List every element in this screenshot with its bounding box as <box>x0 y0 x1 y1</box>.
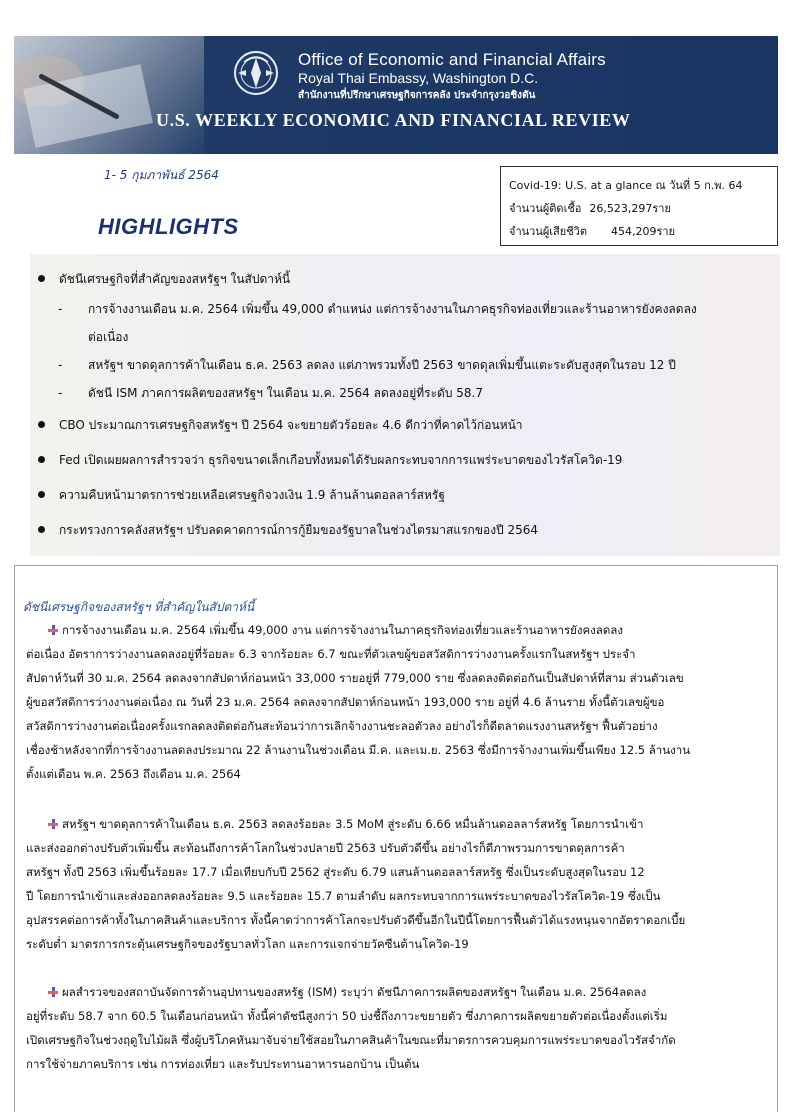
covid-cases-row <box>509 197 769 220</box>
paragraph-ism: ผลสำรวจของสถาบันจัดการด้านอุปทานของสหรัฐ (ISM) ระบุว่า ดัชนีภาคการผลิตของสหรัฐฯ ในเดือน ม.ค. 2564ลดลง อยู่ที่ระดับ 58.7 จาก 60.5 ในเดือนก่อนหน้า ทั้งนี้ค่าดัชนีสูงกว่า 50 บ่งชี้ถึงภาวะขยายตัว ซึ่งภาคการผลิตขยายตัวต่อเนื่องตั้งแต่เริ่ม เปิดเศรษฐกิจในช่วงฤดูใบไม้ผลิ ซึ่งผู้บริโภคหันมาจับจ่ายใช้สอยในภาคสินค้าในขณะที่มาตรการควบคุมการแพร่ระบาดของไวรัสจำกัด การใช้จ่ายภาคบริการ เช่น การท่องเที่ยว และรับประทานอาหารนอกบ้าน เป็นต้น <box>26 985 676 1071</box>
covid-title: Covid-19: U.S. at a glance ณ วันที่ 5 ก.พ. 64 <box>509 179 743 192</box>
highlight-item: ดัชนีเศรษฐกิจที่สำคัญของสหรัฐฯ ในสัปดาห์นี้ <box>38 270 290 289</box>
paragraph-trade-deficit: สหรัฐฯ ขาดดุลการค้าในเดือน ธ.ค. 2563 ลดลงร้อยละ 3.5 MoM สู่ระดับ 6.66 หมื่นล้านดอลลาร์สหรัฐ โดยการนำเข้า และส่งออกต่างปรับตัวเพิ่มขึ้น สะท้อนถึงการค้าโลกในช่วงปลายปี 2563 ปรับตัวดีขึ้น อย่างไรก็ดีภาพรวมการขาดดุลการค้า สหรัฐฯ ทั้งปี 2563 เพิ่มขึ้นร้อยละ 17.7 เมื่อเทียบกับปี 2562 สู่ระดับ 6.79 แสนล้านดอลลาร์สหรัฐ ซึ่งเป็นระดับสูงสุดในรอบ 12 ปี โดยการนำเข้าและส่งออกลดลงร้อยละ 9.5 และร้อยละ 15.7 ตามลำดับ ผลกระทบจากการแพร่ระบาดของไวรัสโควิด-19 ซึ่งเป็น อุปสรรคต่อการค้าทั้งในภาคสินค้าและบริการ ทั้งนี้คาดว่าการค้าโลกจะปรับตัวดีขึ้นอีกในปีนี้โดยการฟื้นตัวได้แรงหนุนจากอัตราดอกเบี้ย ระดับต่ำ มาตรการกระตุ้นเศรษฐกิจของรัฐบาลทั่วโลก และการแจกจ่ายวัคซีนต้านโควิด-19 <box>26 817 686 951</box>
covid-cases-label: จำนวนผู้ติดเชื้อ <box>509 202 582 215</box>
review-title: U.S. WEEKLY ECONOMIC AND FINANCIAL REVIEW <box>156 110 631 130</box>
dash-icon: - <box>58 386 63 400</box>
dash-icon: - <box>58 302 63 316</box>
banner-photo <box>14 36 204 154</box>
bullet-icon <box>38 456 45 463</box>
dash-icon: - <box>58 358 63 372</box>
highlight-item: CBO ประมาณการเศรษฐกิจสหรัฐฯ ปี 2564 จะขยายตัวร้อยละ 4.6 ดีกว่าที่คาดไว้ก่อนหน้า <box>38 416 523 435</box>
report-date: 1- 5 กุมภาพันธ์ 2564 <box>104 168 219 182</box>
covid-summary-box <box>500 166 778 246</box>
highlight-subitem: - สหรัฐฯ ขาดดุลการค้าในเดือน ธ.ค. 2563 ลดลง แต่ภาพรวมทั้งปี 2563 ขาดดุลเพิ่มขึ้นแตะระดับสูงสุดในรอบ 12 ปี <box>58 358 676 372</box>
covid-deaths-label: จำนวนผู้เสียชีวิต <box>509 225 587 238</box>
covid-deaths-row <box>509 220 769 243</box>
header-banner <box>14 36 778 154</box>
plus-bullet-icon <box>48 987 58 997</box>
bullet-icon <box>38 421 45 428</box>
highlight-item: กระทรวงการคลังสหรัฐฯ ปรับลดคาดการณ์การกู้ยืมของรัฐบาลในช่วงไตรมาสแรกของปี 2564 <box>38 521 538 540</box>
highlights-title: HIGHLIGHTS <box>98 214 239 239</box>
plus-bullet-icon <box>48 625 58 635</box>
section-heading: ดัชนีเศรษฐกิจของสหรัฐฯ ที่สำคัญในสัปดาห์นี้ <box>23 600 255 614</box>
bullet-icon <box>38 275 45 282</box>
embassy-seal-icon <box>228 48 284 98</box>
bullet-icon <box>38 526 45 533</box>
highlight-subitem: - การจ้างงานเดือน ม.ค. 2564 เพิ่มขึ้น 49,000 ตำแหน่ง แต่การจ้างงานในภาคธุรกิจท่องเที่ยวและร้านอาหารยังคงลดลง ต่อเนื่อง <box>58 302 697 344</box>
office-thai-name: สำนักงานที่ปรึกษาเศรษฐกิจการคลัง ประจำกรุงวอชิงตัน <box>298 90 536 101</box>
covid-cases-value: 26,523,297ราย <box>589 202 671 215</box>
paragraph-employment: การจ้างงานเดือน ม.ค. 2564 เพิ่มขึ้น 49,000 งาน แต่การจ้างงานในภาคธุรกิจท่องเที่ยวและร้านอาหารยังคงลดลง ต่อเนื่อง อัตราการว่างงานลดลงอยู่ที่ร้อยละ 6.3 จากร้อยละ 6.7 ขณะที่ตัวเลขผู้ขอสวัสดิการว่างงานครั้งแรกในสหรัฐฯ ประจำ สัปดาห์วันที่ 30 ม.ค. 2564 ลดลงจากสัปดาห์ก่อนหน้า 33,000 รายอยู่ที่ 779,000 ราย ซึ่งลดลงติดต่อกันเป็นสัปดาห์ที่สาม ส่วนตัวเลข ผู้ขอสวัสดิการว่างงานต่อเนื่อง ณ วันที่ 23 ม.ค. 2564 ลดลงจากสัปดาห์ก่อนหน้า 193,000 ราย อยู่ที่ 4.6 ล้านราย ทั้งนี้ตัวเลขผู้ขอ สวัสดิการว่างงานต่อเนื่องครั้งแรกลดลงติดต่อกันสะท้อนว่าการเลิกจ้างงานชะลอตัวลง อย่างไรก็ดีตลาดแรงงานสหรัฐฯ ฟื้นตัวอย่าง เชื่องช้าหลังจากที่การจ้างงานลดลงประมาณ 22 ล้านงานในช่วงเดือน มี.ค. และเม.ย. 2563 ซึ่งมีการจ้างงานเพิ่มขึ้นเพียง 12.5 ล้านงาน ตั้งแต่เดือน พ.ค. 2563 ถึงเดือน ม.ค. 2564 <box>26 623 691 781</box>
highlight-subitem: - ดัชนี ISM ภาคการผลิตของสหรัฐฯ ในเดือน ม.ค. 2564 ลดลงอยู่ที่ระดับ 58.7 <box>58 386 483 400</box>
highlight-item: Fed เปิดเผยผลการสำรวจว่า ธุรกิจขนาดเล็กเกือบทั้งหมดได้รับผลกระทบจากการแพร่ระบาดของไวรัสโควิด-19 <box>38 451 622 470</box>
highlights-panel <box>30 254 780 556</box>
plus-bullet-icon <box>48 819 58 829</box>
highlight-item: ความคืบหน้ามาตรการช่วยเหลือเศรษฐกิจวงเงิน 1.9 ล้านล้านดอลลาร์สหรัฐ <box>38 486 445 505</box>
office-subtitle: Royal Thai Embassy, Washington D.C. <box>298 70 539 86</box>
office-title: Office of Economic and Financial Affairs <box>298 50 606 69</box>
article-box <box>14 565 778 1112</box>
covid-deaths-value: 454,209ราย <box>611 225 676 238</box>
bullet-icon <box>38 491 45 498</box>
